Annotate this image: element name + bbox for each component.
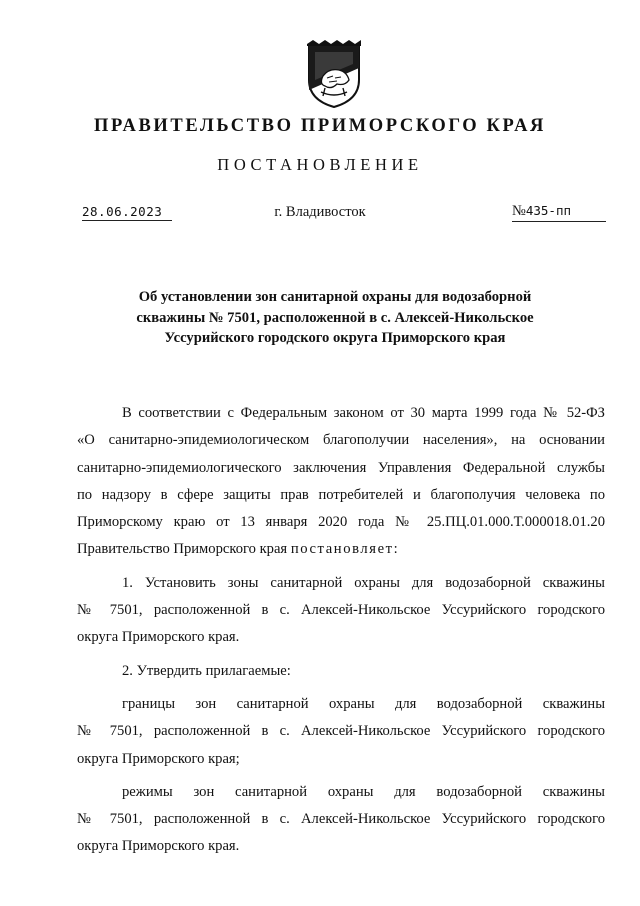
preamble-last-line bbox=[77, 536, 605, 563]
regimes-line: округа Приморского края. bbox=[77, 838, 240, 855]
coat-of-arms-icon bbox=[303, 40, 365, 110]
document-number bbox=[512, 203, 606, 222]
regimes-line: № 7501, расположенной в с. Алексей-Никольское Уссурийского городского bbox=[77, 811, 605, 828]
item1-line: № 7501, расположенной в с. Алексей-Никольское Уссурийского городского bbox=[77, 602, 605, 619]
preamble-line: «О санитарно-эпидемиологическом благополучии населения», на основании bbox=[77, 432, 605, 449]
preamble-line: В соответствии с Федеральным законом от 30 марта 1999 года № 52-ФЗ bbox=[122, 405, 605, 421]
item1-line: 1. Установить зоны санитарной охраны для водозаборной скважины bbox=[122, 574, 605, 591]
document-type: ПОСТАНОВЛЕНИЕ bbox=[217, 155, 423, 174]
subject-line: Об установлении зон санитарной охраны для водозаборной bbox=[138, 289, 532, 305]
preamble-line: по надзору в сфере защиты прав потребителей и благополучия человека по bbox=[77, 486, 605, 503]
borders-line: № 7501, расположенной в с. Алексей-Никольское Уссурийского городского bbox=[77, 723, 605, 740]
resolves-word: постановляет: bbox=[290, 541, 400, 558]
item1-line: округа Приморского края. bbox=[77, 629, 240, 646]
borders-line: округа Приморского края; bbox=[77, 750, 240, 767]
preamble-line: санитарно-эпидемиологического заключения Управления Федеральной службы bbox=[77, 459, 605, 476]
document-body bbox=[77, 400, 605, 861]
preamble-line: Приморскому краю от 13 января 2020 года № 25.ПЦ.01.000.Т.000018.01.20 bbox=[77, 514, 605, 531]
document-city: г. Владивосток bbox=[274, 204, 366, 220]
government-title: ПРАВИТЕЛЬСТВО ПРИМОРСКОГО КРАЯ bbox=[93, 116, 546, 136]
government-subject: Правительство Приморского края bbox=[77, 541, 288, 558]
document-date: 28.06.2023 bbox=[82, 204, 172, 221]
number-prefix: № bbox=[512, 203, 526, 219]
document-subject bbox=[80, 287, 590, 349]
number-value: 435-пп bbox=[525, 203, 571, 218]
regimes-line: режимы зон санитарной охраны для водозаборной скважины bbox=[122, 783, 605, 800]
borders-line: границы зон санитарной охраны для водозаборной скважины bbox=[122, 695, 605, 712]
item2-line: 2. Утвердить прилагаемые: bbox=[122, 662, 291, 679]
subject-line: скважины № 7501, расположенной в с. Алексей-Никольское bbox=[136, 309, 534, 326]
subject-line: Уссурийского городского округа Приморского края bbox=[164, 330, 506, 346]
